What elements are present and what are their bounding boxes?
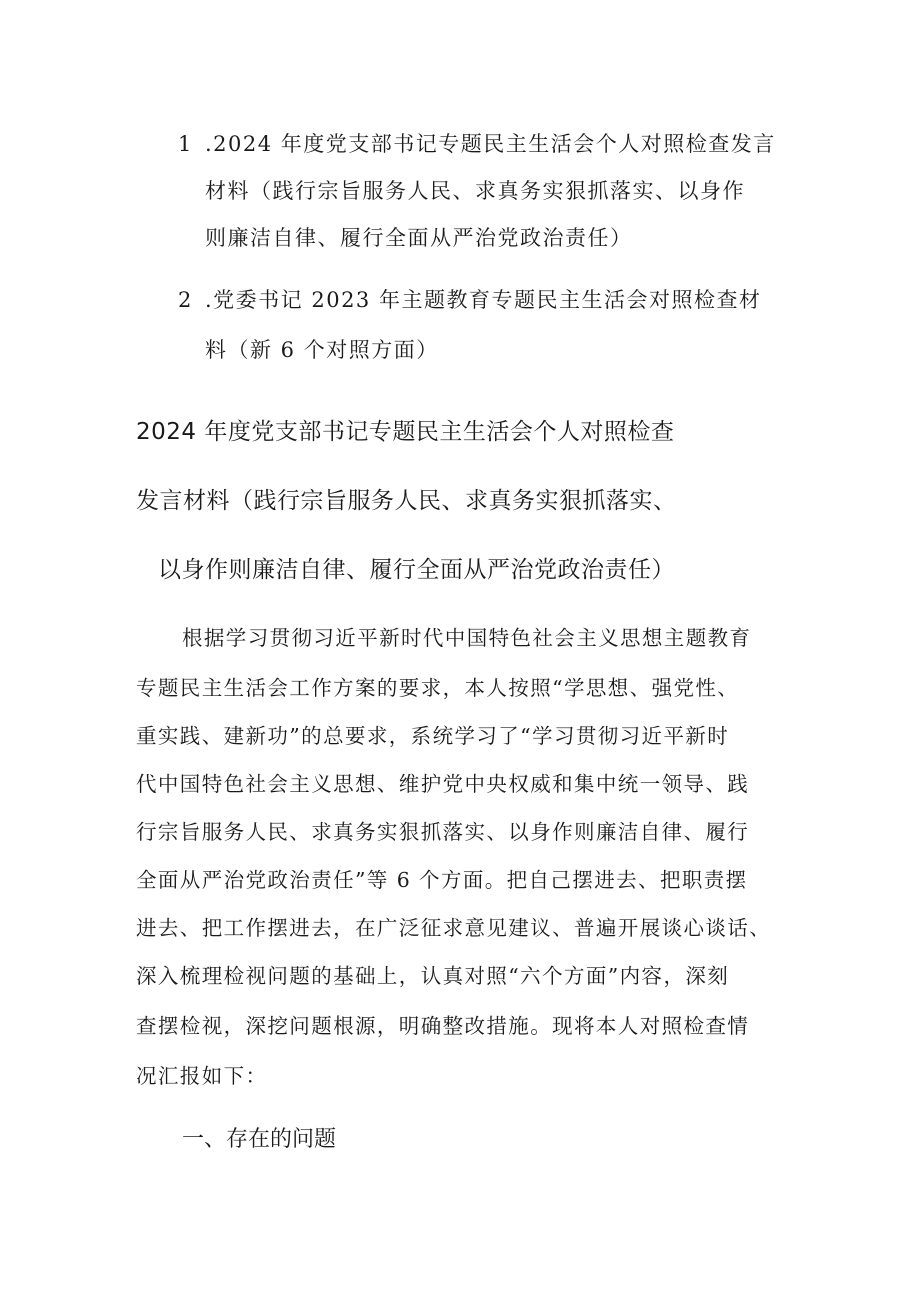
title-line-2: 发言材料（践行宗旨服务人民、求真务实狠抓落实、	[136, 488, 677, 514]
title-line-1: 2024 年度党支部书记专题民主生活会个人对照检查	[136, 419, 675, 445]
toc-item-number: 1	[178, 132, 192, 156]
paragraph-line: 进去、把工作摆进去，在广泛征求意见建议、普遍开展谈心谈话、	[136, 916, 772, 940]
toc-item-1-line-3: 则廉洁自律、履行全面从严治党政治责任）	[205, 226, 633, 250]
paragraph-line: 深入梳理检视问题的基础上，认真对照“六个方面”内容，深刻	[136, 964, 730, 988]
paragraph-line: 查摆检视，深挖问题根源，明确整改措施。现将本人对照检查情	[136, 1014, 750, 1038]
section-heading: 一、存在的问题	[182, 1127, 337, 1152]
paragraph-line: 代中国特色社会主义思想、维护党中央权威和集中统一领导、践	[136, 772, 750, 796]
toc-item-2-line-1: .党委书记 2023 年主题教育专题民主生活会对照检查材	[205, 288, 762, 312]
paragraph-line: 全面从严治党政治责任”等 6 个方面。把自己摆进去、把职责摆	[136, 868, 748, 892]
paragraph-line: 行宗旨服务人民、求真务实狠抓落实、以身作则廉洁自律、履行	[136, 820, 750, 844]
paragraph-line: 况汇报如下：	[136, 1064, 268, 1088]
toc-item-1-line-2: 材料（践行宗旨服务人民、求真务实狠抓落实、以身作	[205, 179, 745, 203]
toc-item-number: 2	[178, 288, 192, 312]
toc-item-1-line-1: .2024 年度党支部书记专题民主生活会个人对照检查发言	[205, 132, 776, 156]
paragraph-line: 重实践、建新功”的总要求，系统学习了“学习贯彻习近平新时	[136, 724, 730, 748]
paragraph-line: 专题民主生活会工作方案的要求，本人按照“学思想、强党性、	[136, 676, 740, 700]
paragraph-line: 根据学习贯彻习近平新时代中国特色社会主义思想主题教育	[182, 626, 752, 650]
title-line-3: 以身作则廉洁自律、履行全面从严治党政治责任）	[158, 557, 675, 583]
toc-item-2-line-2: 料（新 6 个对照方面）	[205, 338, 439, 362]
